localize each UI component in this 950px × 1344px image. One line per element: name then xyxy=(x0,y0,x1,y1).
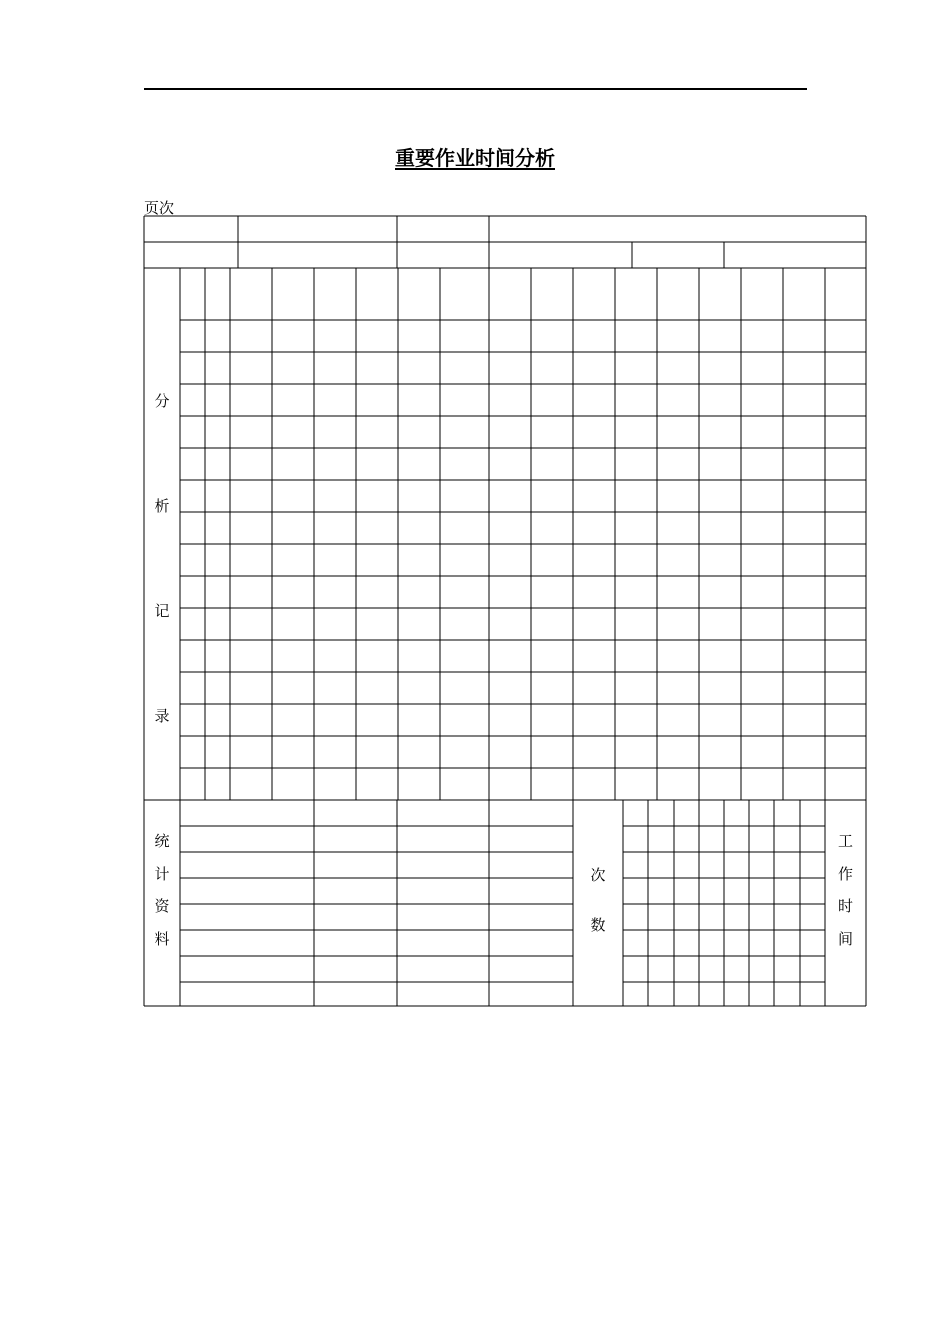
stats-label-char: 料 xyxy=(154,929,170,948)
dept-name-label xyxy=(144,242,238,268)
col-header-top xyxy=(440,270,489,296)
col-header-bottom xyxy=(741,296,783,322)
stat-range-header xyxy=(397,800,489,826)
analysis-record-label-char: 录 xyxy=(154,706,170,725)
work-desc-label xyxy=(397,216,489,242)
col-header-bottom xyxy=(272,296,314,322)
stat-range-tilde xyxy=(397,956,489,982)
stat-row-label xyxy=(180,878,314,904)
stat-range-tilde xyxy=(397,852,489,878)
stats-label-char: 资 xyxy=(154,897,170,916)
month-header xyxy=(180,296,205,322)
col-header-bottom xyxy=(825,296,866,322)
stat-row-label xyxy=(180,982,314,1008)
analysis-record-label xyxy=(144,348,180,768)
col-header-top xyxy=(356,270,398,296)
worktime-axis-label-char: 时 xyxy=(837,897,853,916)
stat-row-label xyxy=(180,930,314,956)
stat-range-tilde xyxy=(397,826,489,852)
worktime-axis-label-char: 工 xyxy=(837,832,853,851)
col-header-bottom xyxy=(398,296,440,322)
page-title: 重要作业时间分析 xyxy=(395,146,555,170)
col-header-top xyxy=(741,270,783,296)
col-header-top xyxy=(398,270,440,296)
col-header-top xyxy=(657,270,699,296)
stats-label-char: 计 xyxy=(154,864,170,883)
col-header-top xyxy=(699,270,741,296)
stat-row-label xyxy=(180,956,314,982)
col-header-top xyxy=(272,270,314,296)
stat-count-header xyxy=(489,800,573,826)
col-header-bottom xyxy=(531,296,573,322)
stats-label-char: 统 xyxy=(154,832,170,851)
col-header-top xyxy=(783,270,825,296)
col-header-bottom xyxy=(573,296,615,322)
col-header-bottom xyxy=(657,296,699,322)
col-header-top xyxy=(489,270,531,296)
col-header-bottom xyxy=(230,296,272,322)
operator-label xyxy=(632,242,724,268)
worktime-axis-label xyxy=(825,825,866,955)
machine-name-label xyxy=(397,242,489,268)
col-header-bottom xyxy=(783,296,825,322)
stat-row-label xyxy=(180,826,314,852)
page-number-label: 页次 xyxy=(144,199,175,217)
col-header-bottom xyxy=(699,296,741,322)
worktime-axis-label-char: 作 xyxy=(837,864,853,883)
col-header-bottom xyxy=(615,296,657,322)
work-desc-value xyxy=(489,216,866,242)
stat-range-tilde xyxy=(397,878,489,904)
col-header-top xyxy=(531,270,573,296)
count-axis-label-char: 数 xyxy=(590,916,606,934)
col-header-bottom xyxy=(356,296,398,322)
stat-range-tilde xyxy=(397,904,489,930)
day-header xyxy=(205,296,230,322)
product-name-value xyxy=(238,216,397,242)
col-header-top xyxy=(314,270,356,296)
col-header-top xyxy=(230,270,272,296)
stat-row-label xyxy=(180,852,314,878)
col-header-top xyxy=(615,270,657,296)
product-name-label xyxy=(144,216,238,242)
count-axis-label-char: 次 xyxy=(590,866,606,884)
worktime-axis-label-char: 间 xyxy=(837,929,853,948)
stat-range-tilde xyxy=(397,930,489,956)
stat-row-label xyxy=(180,904,314,930)
col-header-bottom xyxy=(489,296,531,322)
col-header-bottom xyxy=(314,296,356,322)
stat-desc-header xyxy=(180,800,314,826)
col-header-bottom xyxy=(440,296,489,322)
analysis-record-label-char: 分 xyxy=(154,391,170,410)
stats-label xyxy=(144,825,180,955)
count-axis-label xyxy=(573,850,623,950)
col-header-top xyxy=(825,270,866,296)
col-header-top xyxy=(573,270,615,296)
analysis-record-label-char: 记 xyxy=(154,601,170,620)
stat-range-tilde xyxy=(397,982,489,1008)
analysis-record-label-char: 析 xyxy=(154,496,170,515)
